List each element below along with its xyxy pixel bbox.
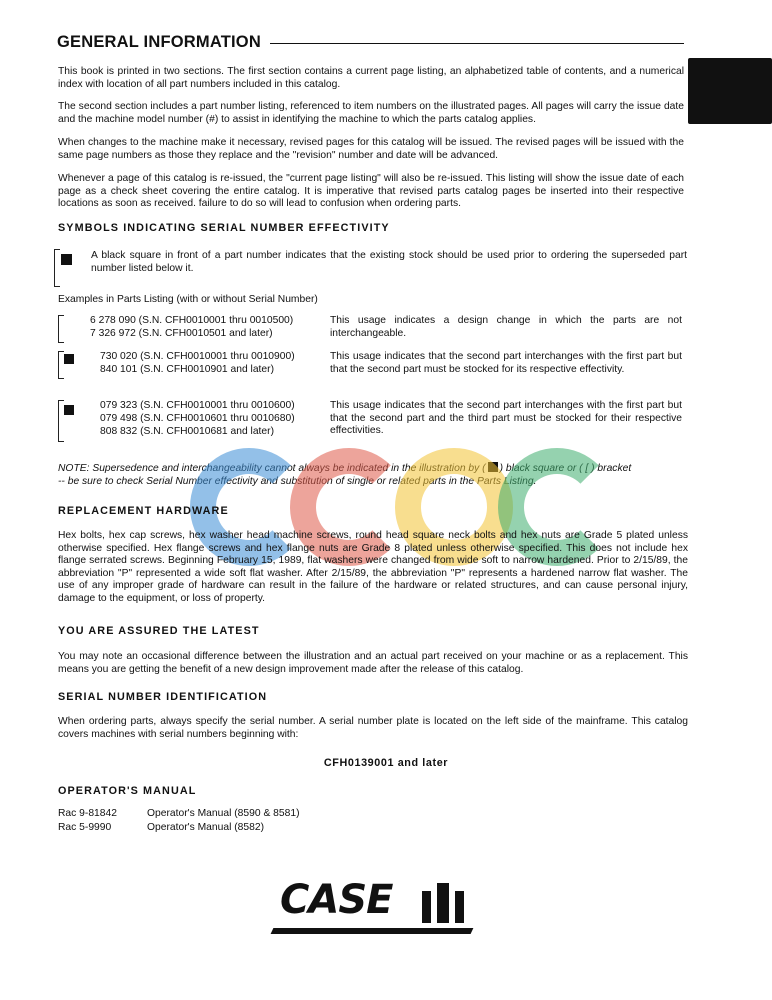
black-square-icon <box>64 405 74 415</box>
manual-code-2: Rac 5-9990 <box>58 822 112 833</box>
title-rule <box>270 43 684 44</box>
example-3-part-3: 808 832 (S.N. CFH0010681 and later) <box>100 426 275 437</box>
example-1-description: This usage indicates a design change in which the parts are not interchangeable. <box>330 315 682 339</box>
black-square-icon <box>61 254 72 265</box>
example-2-description: This usage indicates that the second part interchanges with the first part but that the second part must be stocked for its respective effectivity. <box>330 351 682 375</box>
bracket-icon <box>58 315 64 343</box>
examples-label: Examples in Parts Listing (with or without Serial Number) <box>58 294 318 305</box>
ih-symbol-icon <box>422 883 468 923</box>
manual-title-2: Operator's Manual (8582) <box>147 822 265 833</box>
black-square-icon <box>64 354 74 364</box>
example-3-part-1: 079 323 (S.N. CFH0010001 thru 0010600) <box>100 400 295 411</box>
note-text-start: NOTE: Supersedence and interchangeability cannot always be indicated in the illustration by ( <box>58 463 486 474</box>
serial-paragraph: When ordering parts, always specify the serial number. A serial number plate is located on the left side of the mainframe. This catalog covers machines with serial numbers beginning with: <box>58 716 688 740</box>
manual-heading: OPERATOR'S MANUAL <box>58 785 197 797</box>
section-tab-marker <box>688 58 772 124</box>
latest-paragraph: You may note an occasional difference between the illustration and an actual part received on your machine or as a replacement. This means you are getting the benefit of a new design improvement made after the release of this catalog. <box>58 651 688 675</box>
logo-wordmark: CASE <box>280 877 393 923</box>
manual-title-1: Operator's Manual (8590 & 8581) <box>147 808 300 819</box>
intro-paragraph-1: This book is printed in two sections. The first section contains a current page listing, an alphabetized table of contents, and a numerical index with location of all part numbers included in this catalog. <box>58 66 684 90</box>
example-1-part-1: 6 278 090 (S.N. CFH0010001 thru 0010500) <box>90 315 294 326</box>
manual-code-1: Rac 9-81842 <box>58 808 117 819</box>
note-text-end: ) black square or ( [ ) bracket <box>499 463 632 474</box>
example-1-part-2: 7 326 972 (S.N. CFH0010501 and later) <box>90 328 273 339</box>
serial-number-range: CFH0139001 and later <box>323 757 449 769</box>
intro-paragraph-4: Whenever a page of this catalog is re-issued, the "current page listing" will also be re-issued. This listing will show the issue date of each page as a check sheet covering the entire catalog. It is imperative that revised parts catalog pages be inserted into their respective locations as soon as received. failure to do so will lead to confusion when ordering parts. <box>58 173 684 210</box>
section-tab-number: 1 <box>688 58 689 59</box>
example-3-part-2: 079 498 (S.N. CFH0010601 thru 0010680) <box>100 413 295 424</box>
latest-heading: YOU ARE ASSURED THE LATEST <box>58 625 260 637</box>
logo-underline <box>271 928 474 934</box>
intro-paragraph-3: When changes to the machine make it necessary, revised pages for this catalog will be issued. The revised pages will be issued with the same page numbers as those they replace and the "revision" number and date will be advanced. <box>58 137 684 161</box>
bracket-icon <box>54 249 60 287</box>
hardware-paragraph: Hex bolts, hex cap screws, hex washer head machine screws, round head square neck bolts and hex nuts are Grade 5 plated unless otherwise specified. Hex flange screws and hex flange nuts are Grade 8 plated unless otherwise specified. This does not include hex flange serrated screws. Beginning February 15, 1989, flat washers were changed from wide soft to narrow hardened. Prior to 2/15/89, the abbreviation "P" represented a wide soft flat washer. After 2/15/89, the abbreviation "P" represents a hardened narrow flat washer. The use of any improper grade of hardware can result in the failure of the hardware or related structures, and can cause personal injury, damage to the equipment, or loss of property. <box>58 530 688 604</box>
symbols-heading: SYMBOLS INDICATING SERIAL NUMBER EFFECTIVITY <box>58 222 390 234</box>
page-title: GENERAL INFORMATION <box>57 33 261 51</box>
hardware-heading: REPLACEMENT HARDWARE <box>58 505 229 517</box>
example-2-part-2: 840 101 (S.N. CFH0010901 and later) <box>100 364 275 375</box>
intro-paragraph-2: The second section includes a part number listing, referenced to item numbers on the illustrated pages. All pages will carry the issue date and the machine model number (#) to assist in identifying the machine to which the parts catalog applies. <box>58 101 684 125</box>
supersedence-note-continued: -- be sure to check Serial Number effectivity and substitution of single or related parts in the Parts Listing. <box>58 476 537 487</box>
black-square-description: A black square in front of a part number indicates that the existing stock should be used prior to ordering the superseded part number listed below it. <box>91 250 687 274</box>
case-ih-logo <box>272 877 482 937</box>
example-3-description: This usage indicates that the second part interchanges with the first part but that the second part and the third part must be stocked for their respective effectivities. <box>330 400 682 437</box>
example-2-part-1: 730 020 (S.N. CFH0010001 thru 0010900) <box>100 351 295 362</box>
serial-heading: SERIAL NUMBER IDENTIFICATION <box>58 691 268 703</box>
